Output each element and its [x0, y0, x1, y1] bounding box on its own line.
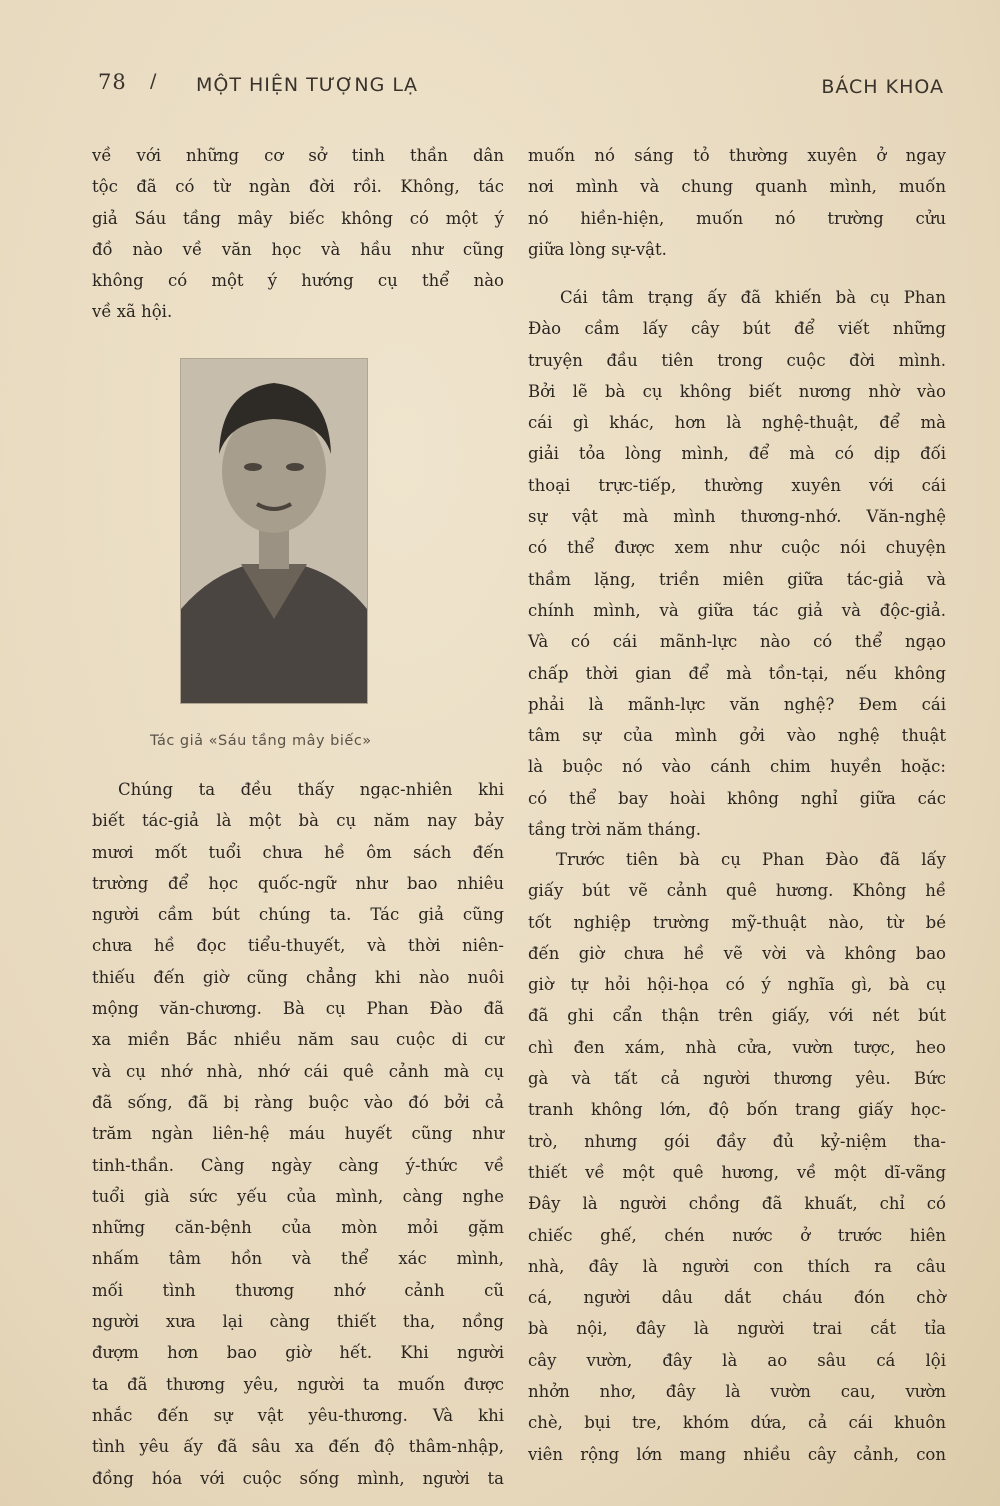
- text-line: phải là mãnh-lực văn nghệ? Đem cái: [528, 694, 946, 714]
- left-column: [92, 140, 504, 328]
- magazine-name: BÁCH KHOA: [821, 76, 944, 98]
- text-line: giữa lòng sự-vật.: [528, 239, 667, 259]
- text-line: chính mình, và giữa tác giả và độc-giả.: [528, 600, 946, 620]
- text-line: chì đen xám, nhà cửa, vườn tược, heo: [528, 1037, 946, 1057]
- text-line: trò, nhưng gói đầy đủ kỷ-niệm tha-: [528, 1131, 946, 1151]
- text-line: nhởn nhơ, đây là vườn cau, vườn: [528, 1382, 946, 1402]
- right-column: [528, 140, 946, 265]
- text-line: người xưa lại càng thiết tha, nồng: [92, 1312, 504, 1332]
- text-line: chiếc ghế, chén nước ở trước hiên: [528, 1225, 946, 1245]
- right-paragraph-1: [528, 140, 946, 265]
- text-line: đã sống, đã bị ràng buộc vào đó bởi cả: [92, 1092, 504, 1112]
- text-line: chè, bụi tre, khóm dứa, cả cái khuôn: [528, 1413, 946, 1433]
- text-line: về với những cơ sở tinh thần dân: [92, 146, 504, 165]
- text-line: những căn-bệnh của mòn mỏi gặm: [92, 1218, 504, 1238]
- right-column-mid: [528, 282, 946, 845]
- text-line: đồng hóa với cuộc sống mình, người ta: [92, 1468, 504, 1488]
- text-line: Bởi lẽ bà cụ không biết nương nhờ vào: [528, 381, 946, 401]
- text-line: đã ghi cẩn thận trên giấy, với nét bút: [528, 1006, 946, 1026]
- left-paragraph-2: [92, 774, 504, 1494]
- right-paragraph-2: [528, 282, 946, 845]
- text-line: mối tình thương nhớ cảnh cũ: [92, 1280, 504, 1300]
- text-line: nơi mình và chung quanh mình, muốn: [528, 177, 946, 197]
- text-line: mộng văn-chương. Bà cụ Phan Đào đã: [92, 999, 504, 1019]
- text-line: giả Sáu tầng mây biếc không có một ý: [92, 208, 504, 228]
- text-line: giấy bút vẽ cảnh quê hương. Không hề: [528, 881, 946, 901]
- left-column-lower: [92, 774, 504, 1494]
- text-line: đượm hơn bao giờ hết. Khi người: [92, 1343, 504, 1363]
- text-line: muốn nó sáng tỏ thường xuyên ở ngay: [528, 146, 946, 165]
- text-line: tranh không lớn, độ bốn trang giấy học-: [528, 1100, 946, 1120]
- text-line: cây vườn, đây là ao sâu cá lội: [528, 1350, 946, 1370]
- text-line: cái gì khác, hơn là nghệ-thuật, để mà: [528, 413, 946, 433]
- text-line: gà và tất cả người thương yêu. Bức: [528, 1069, 946, 1089]
- text-line: và cụ nhớ nhà, nhớ cái quê cảnh mà cụ: [92, 1061, 504, 1081]
- text-line: tốt nghiệp trường mỹ-thuật nào, từ bé: [528, 912, 946, 932]
- text-line: nhắc đến sự vật yêu-thương. Và khi: [92, 1405, 504, 1425]
- text-line: nhà, đây là người con thích ra câu: [528, 1256, 946, 1276]
- left-paragraph-1: [92, 140, 504, 328]
- text-line: thoại trực-tiếp, thường xuyên với cái: [528, 475, 946, 495]
- header-separator: /: [150, 70, 158, 92]
- text-line: giải tỏa lòng mình, để mà có dịp đối: [528, 444, 946, 464]
- text-line: nhấm tâm hồn và thể xác mình,: [92, 1249, 504, 1269]
- text-line: Trước tiên bà cụ Phan Đào đã lấy: [556, 850, 946, 869]
- text-line: thiếu đến giờ cũng chẳng khi nào nuôi: [92, 967, 504, 987]
- text-line: có thể được xem như cuộc nói chuyện: [528, 538, 946, 558]
- text-line: tâm sự của mình gởi vào nghệ thuật: [528, 726, 946, 746]
- text-line: thầm lặng, triền miên giữa tác-giả và: [528, 569, 946, 589]
- text-line: biết tác-giả là một bà cụ năm nay bảy: [92, 811, 504, 831]
- text-line: tầng trời năm tháng.: [528, 820, 702, 840]
- text-line: nó hiền-hiện, muốn nó trường cửu: [528, 208, 946, 228]
- text-line: chưa hề đọc tiểu-thuyết, và thời niên-: [92, 936, 504, 956]
- text-line: tình yêu ấy đã sâu xa đến độ thâm-nhập,: [92, 1437, 504, 1457]
- right-paragraph-3: [528, 844, 946, 1470]
- portrait-illustration: [181, 359, 367, 703]
- text-line: mươi mốt tuổi chưa hề ôm sách đến: [92, 842, 504, 862]
- text-line: truyện đầu tiên trong cuộc đời mình.: [528, 350, 946, 370]
- text-line: thiết về một quê hương, về một dĩ-vãng: [528, 1162, 946, 1182]
- text-line: bà nội, đây là người trai cắt tỉa: [528, 1319, 946, 1339]
- text-line: viên rộng lớn mang nhiều cây cảnh, con: [528, 1444, 946, 1464]
- text-line: Đây là người chồng đã khuất, chỉ có: [528, 1194, 946, 1214]
- text-line: về xã hội.: [92, 302, 173, 322]
- text-line: trường để học quốc-ngữ như bao nhiêu: [92, 873, 504, 893]
- photo-caption: Tác giả «Sáu tầng mây biếc»: [150, 733, 372, 749]
- text-line: tuổi già sức yếu của mình, càng nghe: [92, 1186, 504, 1206]
- text-line: Đào cầm lấy cây bút để viết những: [528, 319, 946, 339]
- text-line: Chúng ta đều thấy ngạc-nhiên khi: [118, 780, 504, 799]
- section-title: MỘT HIỆN TƯỢNG LẠ: [196, 74, 418, 96]
- text-line: Và có cái mãnh-lực nào có thể ngạo: [528, 632, 946, 652]
- page-number: 78: [98, 70, 127, 94]
- text-line: đến giờ chưa hề vẽ vời và không bao: [528, 943, 946, 963]
- text-line: sự vật mà mình thương-nhớ. Văn-nghệ: [528, 507, 946, 527]
- text-line: là buộc nó vào cánh chim huyền hoặc:: [528, 757, 946, 777]
- text-line: cá, người dâu dắt cháu đón chờ: [528, 1288, 946, 1308]
- text-line: trăm ngàn liên-hệ máu huyết cũng như: [92, 1124, 504, 1144]
- text-line: tộc đã có từ ngàn đời rồi. Không, tác: [92, 177, 504, 197]
- text-line: có thể bay hoài không nghỉ giữa các: [528, 788, 946, 808]
- text-line: đồ nào về văn học và hầu như cũng: [92, 239, 504, 259]
- author-photo: [180, 358, 368, 704]
- text-line: tinh-thần. Càng ngày càng ý-thức về: [92, 1155, 504, 1175]
- text-line: chấp thời gian để mà tồn-tại, nếu không: [528, 663, 946, 683]
- text-line: không có một ý hướng cụ thể nào: [92, 271, 504, 291]
- text-line: giờ tự hỏi hội-họa có ý nghĩa gì, bà cụ: [528, 975, 946, 995]
- text-line: ta đã thương yêu, người ta muốn được: [92, 1374, 504, 1394]
- text-line: người cầm bút chúng ta. Tác giả cũng: [92, 905, 504, 925]
- right-column-lower: [528, 844, 946, 1470]
- text-line: Cái tâm trạng ấy đã khiến bà cụ Phan: [560, 288, 946, 307]
- page-header: [98, 70, 944, 106]
- text-line: xa miền Bắc nhiều năm sau cuộc di cư: [92, 1030, 504, 1050]
